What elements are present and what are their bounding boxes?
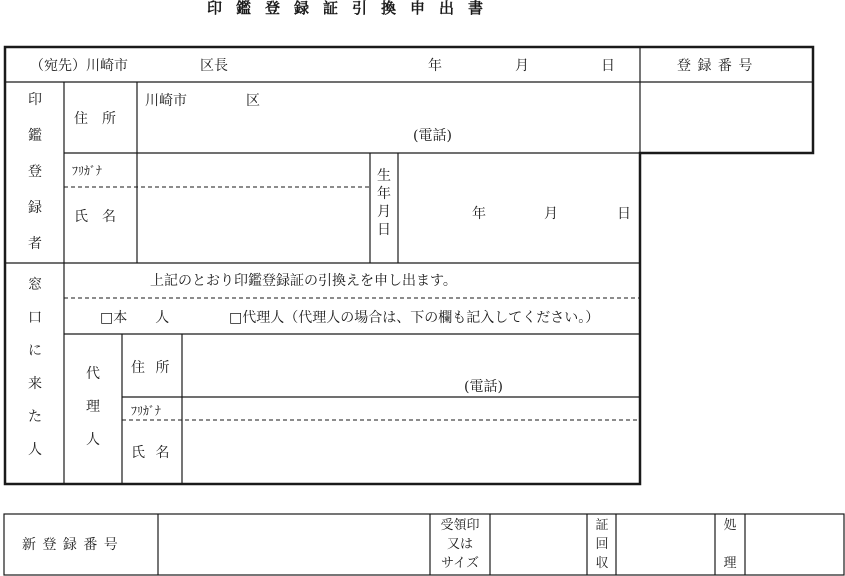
agent-furigana-label: ﾌﾘｶﾞﾅ: [131, 404, 162, 418]
header-day-label: 日: [601, 58, 615, 74]
birth-month-label: 月: [544, 206, 558, 222]
name-label: 氏 名: [74, 209, 116, 225]
furigana-label: ﾌﾘｶﾞﾅ: [72, 164, 103, 178]
agent-label: 代 理 人: [86, 366, 100, 448]
processing-label: 処 理: [723, 518, 737, 571]
addressee-label: （宛先）川崎市: [30, 58, 128, 74]
registrant-section-label: 印 鑑 登 録 者: [28, 92, 42, 252]
birth-year-label: 年: [472, 206, 486, 222]
receipt-stamp-label: 受領印 又は サイズ: [440, 518, 480, 571]
option-agent-checkbox[interactable]: □代理人（代理人の場合は、下の欄も記入してください。）: [229, 310, 600, 326]
option-self-checkbox[interactable]: □本 人: [100, 310, 170, 326]
form-title: 印鑑登録証引換申出書: [207, 0, 498, 17]
application-statement: 上記のとおり印鑑登録証の引換えを申し出ます。: [150, 273, 457, 289]
reg-no-label: 登 録 番 号: [677, 58, 754, 74]
window-section-label: 窓 口 に 来 た 人: [28, 277, 42, 458]
agent-phone-label: (電話): [464, 379, 503, 395]
address-city: 川崎市: [145, 93, 187, 109]
ward-chief-label: 区長: [200, 58, 228, 74]
birth-date-label: 生 年 月 日: [377, 168, 391, 238]
cert-collect-label: 証 回 収: [595, 518, 609, 571]
address-label: 住 所: [74, 111, 116, 127]
header-year-label: 年: [428, 58, 442, 74]
agent-name-label: 氏 名: [131, 445, 173, 461]
agent-address-label: 住 所: [131, 360, 173, 376]
registrant-phone-label: (電話): [413, 128, 452, 144]
address-ward: 区: [246, 93, 260, 109]
header-month-label: 月: [515, 58, 529, 74]
new-reg-no-label: 新 登 録 番 号: [22, 537, 119, 553]
birth-day-label: 日: [617, 206, 631, 222]
